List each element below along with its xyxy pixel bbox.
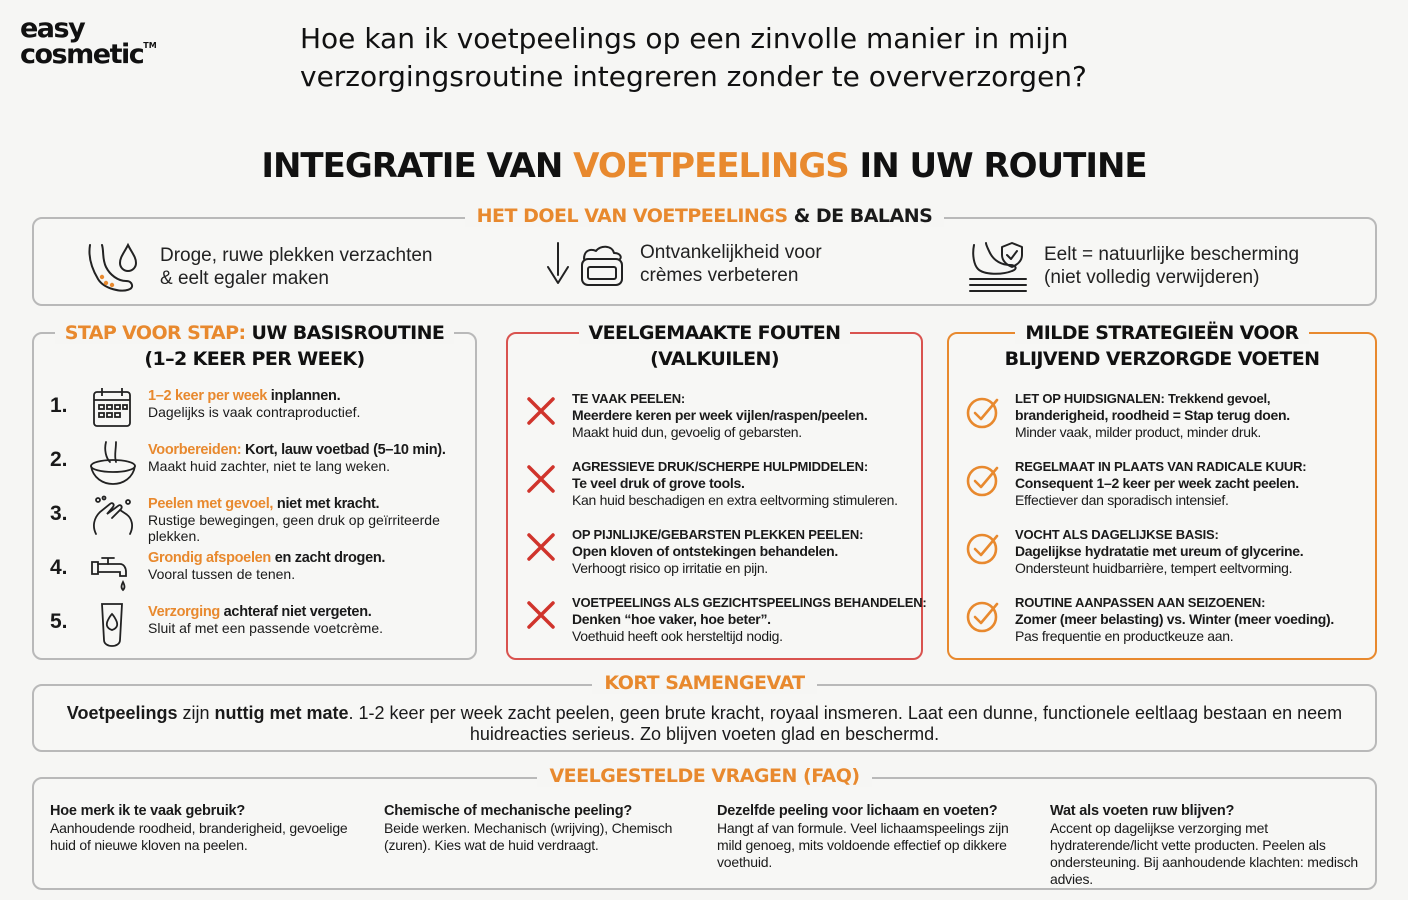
faq-question: Dezelfde peeling voor lichaam en voeten?: [717, 803, 998, 819]
faq-legend-text: VEELGESTELDE VRAGEN (FAQ): [537, 765, 871, 787]
summary-legend: [34, 672, 1375, 694]
faucet-icon: [88, 548, 138, 594]
mistake-item-3: [524, 526, 924, 586]
strategy-text: [1015, 458, 1385, 509]
strategy-item-1: [965, 390, 1385, 450]
strategy-detail: Zomer (meer belasting) vs. Winter (meer voeding).: [1015, 611, 1334, 627]
mistake-detail: Te veel druk of grove tools.: [572, 475, 745, 491]
step-description: Maakt huid zachter, niet te lang weken.: [148, 458, 391, 474]
strategy-item-4: [965, 594, 1385, 654]
mistake-label: VOETPEELINGS ALS GEZICHTSPEELINGS BEHANDELEN:: [572, 595, 927, 610]
strategy-label: REGELMAAT IN PLAATS VAN RADICALE KUUR:: [1015, 459, 1307, 474]
arrow-cream-icon: [542, 239, 626, 289]
goal-item-1-line1: Droge, ruwe plekken verzachten: [160, 245, 433, 266]
strategy-label: ROUTINE AANPASSEN AAN SEIZOENEN:: [1015, 595, 1266, 610]
mistake-item-1: [524, 390, 924, 450]
step-item-2: [48, 440, 478, 492]
check-circle-icon: [965, 530, 1001, 566]
strategy-text: [1015, 390, 1385, 441]
logo-line2: cosmetic™: [20, 38, 157, 70]
step-item-4: [48, 548, 478, 600]
summary-legend-text: KORT SAMENGEVAT: [592, 672, 816, 694]
goal-item-3-line2: (niet volledig verwijderen): [1044, 267, 1260, 288]
goal-item-2-text: [640, 241, 822, 287]
mistake-consequence: Kan huid beschadigen en extra eeltvorming stimuleren.: [572, 492, 898, 508]
step-number: 2.: [50, 448, 68, 471]
step-heading: Voorbereiden: Kort, lauw voetbad (5–10 min).: [148, 442, 446, 458]
mistakes-title-line1: VEELGEMAAKTE FOUTEN: [579, 322, 851, 344]
title-highlight: VOETPEELINGS: [573, 146, 849, 186]
strategy-note: Minder vaak, milder product, minder druk.: [1015, 424, 1262, 440]
mistake-consequence: Voethuid heeft ook hersteltijd nodig.: [572, 628, 783, 644]
goal-item-3-line1: Eelt = natuurlijke bescherming: [1044, 244, 1300, 265]
cross-icon: [524, 598, 558, 632]
cross-icon: [524, 530, 558, 564]
mistake-label: OP PIJNLIJKE/GEBARSTEN PLEKKEN PEELEN:: [572, 527, 864, 542]
mistake-label: TE VAAK PEELEN:: [572, 391, 686, 406]
step-text: [148, 550, 483, 582]
goal-item-3: [968, 239, 1299, 293]
mistake-text: [572, 526, 932, 577]
mistake-text: [572, 458, 932, 509]
strategy-note: Pas frequentie en productkeuze aan.: [1015, 628, 1234, 644]
strategy-note: Effectiever dan sporadisch intensief.: [1015, 492, 1229, 508]
steps-box: [32, 322, 477, 660]
step-description: Dagelijks is vaak contraproductief.: [148, 404, 361, 420]
faq-answer: Beide werken. Mechanisch (wrijving), Chemisch (zuren). Kies wat de huid verdraagt.: [384, 820, 673, 853]
check-circle-icon: [965, 598, 1001, 634]
step-item-5: [48, 602, 478, 654]
mistake-detail: Meerdere keren per week vijlen/raspen/peelen.: [572, 407, 868, 423]
cream-tube-icon: [88, 602, 138, 648]
goal-item-1-text: [160, 244, 432, 290]
check-circle-icon: [965, 462, 1001, 498]
strategies-title-line1: MILDE STRATEGIEËN VOOR: [1015, 322, 1308, 344]
goal-item-2: [542, 239, 822, 289]
strategy-item-2: [965, 458, 1385, 518]
title-part1: INTEGRATIE VAN: [261, 146, 574, 186]
faq-item-4: [1050, 803, 1370, 888]
faq-item-3: [717, 803, 1027, 871]
goal-item-1: [82, 239, 432, 295]
step-number: 4.: [50, 556, 68, 579]
steps-title-rest: UW BASISROUTINE: [245, 322, 445, 344]
logo-tm: TM: [143, 40, 157, 50]
step-heading: Peelen met gevoel, niet met kracht.: [148, 496, 380, 512]
step-heading: 1–2 keer per week inplannen.: [148, 388, 341, 404]
step-heading: Grondig afspoelen en zacht drogen.: [148, 550, 386, 566]
step-number: 5.: [50, 610, 68, 633]
mistake-detail: Open kloven of ontstekingen behandelen.: [572, 543, 839, 559]
cross-icon: [524, 394, 558, 428]
summary-text: Voetpeelings zijn nuttig met mate. 1-2 keer per week zacht peelen, geen brute kracht, royaal insmeren. Laat een dunne, functionele eeltlaag bestaan en neem huidreacties serieus. Zo blijven voeten glad en beschermd.: [66, 703, 1343, 744]
step-item-1: [48, 386, 478, 438]
faq-question: Chemische of mechanische peeling?: [384, 803, 633, 819]
foot-drop-icon: [82, 239, 146, 295]
strategy-detail: Consequent 1–2 keer per week zacht peelen.: [1015, 475, 1299, 491]
strategies-title: [949, 320, 1375, 372]
faq-item-2: [384, 803, 704, 854]
mistake-detail: Denken “hoe vaker, hoe beter”.: [572, 611, 771, 627]
mistake-item-4: [524, 594, 927, 654]
page-question: Hoe kan ik voetpeelings op een zinvolle manier in mijn verzorgingsroutine integreren zonder te oververzorgen?: [300, 22, 1087, 93]
summary-box: [32, 672, 1377, 752]
faq-item-1: [50, 803, 370, 854]
step-heading: Verzorging achteraf niet vergeten.: [148, 604, 372, 620]
step-item-3: [48, 494, 478, 546]
step-description: Sluit af met een passende voetcrème.: [148, 620, 384, 636]
title-part2: IN UW ROUTINE: [848, 146, 1147, 186]
goal-box: [32, 205, 1377, 306]
mistake-label: AGRESSIEVE DRUK/SCHERPE HULPMIDDELEN:: [572, 459, 868, 474]
goal-legend: [34, 205, 1375, 227]
logo-line1: easy: [20, 13, 85, 44]
step-text: [148, 388, 483, 420]
check-circle-icon: [965, 394, 1001, 430]
strategy-text: [1015, 594, 1385, 645]
page-title: [0, 146, 1408, 186]
cross-icon: [524, 462, 558, 496]
strategy-label: VOCHT ALS DAGELIJKSE BASIS:: [1015, 527, 1219, 542]
faq-legend: [34, 765, 1375, 787]
mistake-consequence: Verhoogt risico op irritatie en pijn.: [572, 560, 768, 576]
foot-shield-icon: [968, 239, 1030, 293]
goal-item-2-line1: Ontvankelijkheid voor: [640, 242, 822, 263]
mistakes-box: [506, 322, 927, 660]
hands-scrub-icon: [88, 494, 138, 540]
strategies-title-line2: BLIJVEND VERZORGDE VOETEN: [1004, 348, 1320, 370]
steps-title-line2: (1–2 KEER PER WEEK): [144, 348, 365, 370]
step-number: 1.: [50, 394, 68, 417]
steps-title: [34, 320, 475, 372]
goal-item-2-line2: crèmes verbeteren: [640, 265, 799, 286]
step-text: [148, 604, 483, 636]
strategies-box: [947, 322, 1377, 660]
strategy-note: Ondersteunt huidbarrière, tempert eeltvorming.: [1015, 560, 1293, 576]
step-number: 3.: [50, 502, 68, 525]
goal-legend-rest: & DE BALANS: [787, 205, 933, 227]
mistakes-title: [508, 320, 921, 372]
brand-logo: [20, 13, 190, 70]
mistake-text: [572, 594, 932, 645]
strategy-item-3: [965, 526, 1385, 586]
step-text: [148, 442, 483, 474]
goal-legend-highlight: HET DOEL VAN VOETPEELINGS: [476, 205, 788, 227]
strategy-detail: Dagelijkse hydratatie met ureum of glycerine.: [1015, 543, 1304, 559]
faq-answer: Accent op dagelijkse verzorging met hydraterende/licht vette producten. Peelen als ondersteuning. Bij aanhoudende klachten: medisch advies.: [1050, 820, 1358, 887]
mistakes-title-line2: (VALKUILEN): [650, 348, 779, 370]
mistake-item-2: [524, 458, 924, 518]
goal-item-1-line2: & eelt egaler maken: [160, 268, 329, 289]
calendar-icon: [88, 386, 138, 432]
faq-answer: Aanhoudende roodheid, branderigheid, gevoelige huid of nieuwe kloven na peelen.: [50, 820, 348, 853]
strategy-text: [1015, 526, 1385, 577]
faq-box: [32, 765, 1377, 890]
steps-title-highlight: STAP VOOR STAP:: [64, 322, 246, 344]
step-text: [148, 496, 483, 544]
mistake-text: [572, 390, 932, 441]
strategy-detail: branderigheid, roodheid = Stap terug doen.: [1015, 407, 1290, 423]
faq-answer: Hangt af van formule. Veel lichaamspeelings zijn mild genoeg, mits voldoende effectief op dikkere voethuid.: [717, 820, 1009, 870]
faq-question: Hoe merk ik te vaak gebruik?: [50, 803, 246, 819]
foot-bath-icon: [88, 440, 138, 486]
step-description: Vooral tussen de tenen.: [148, 566, 296, 582]
goal-item-3-text: [1044, 243, 1299, 289]
faq-question: Wat als voeten ruw blijven?: [1050, 803, 1235, 819]
mistake-consequence: Maakt huid dun, gevoelig of gebarsten.: [572, 424, 802, 440]
strategy-label: LET OP HUIDSIGNALEN: Trekkend gevoel,: [1015, 391, 1271, 406]
step-description: Rustige bewegingen, geen druk op geïrriteerde plekken.: [148, 512, 440, 544]
